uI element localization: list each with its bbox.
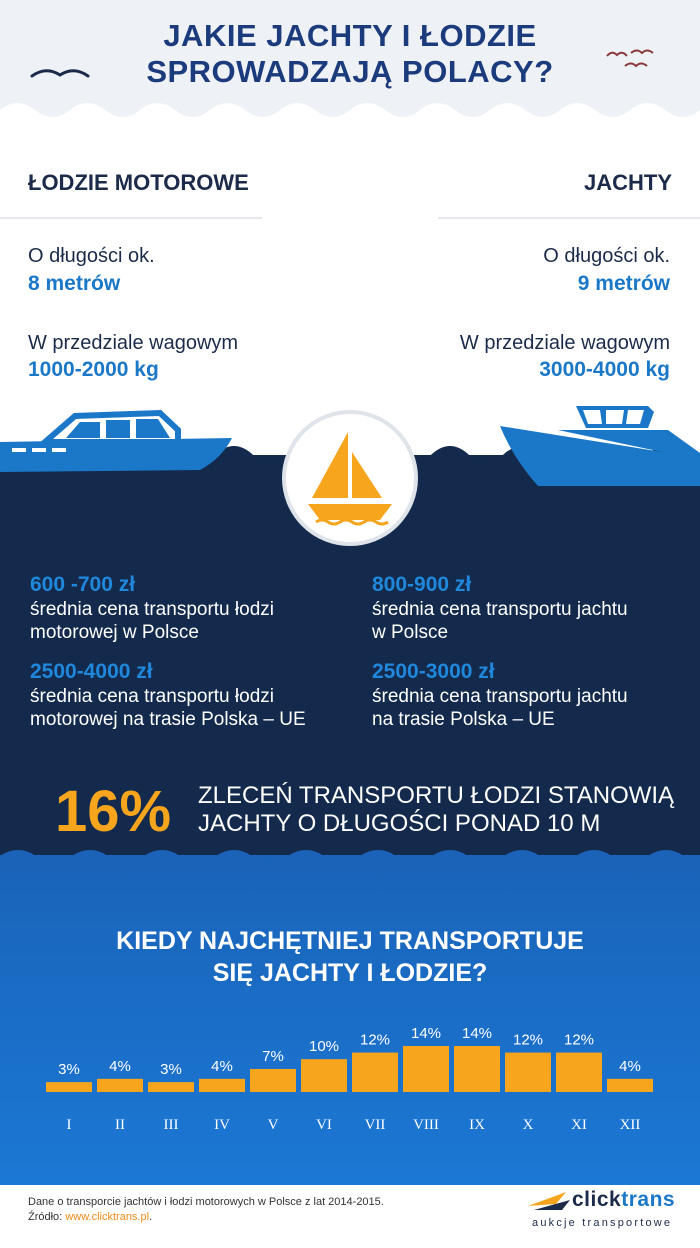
yachts-weight-label: W przedziale wagowym xyxy=(459,332,670,354)
sailboat-icon xyxy=(306,430,396,530)
bar-VI xyxy=(301,1059,347,1092)
bar-value-label: 14% xyxy=(461,1025,493,1042)
bar-X xyxy=(505,1053,551,1092)
motorboats-price-domestic-desc xyxy=(30,598,274,644)
divider xyxy=(438,217,700,219)
page-title xyxy=(0,18,700,90)
x-tick-label: VIII xyxy=(413,1117,439,1133)
x-tick-label: X xyxy=(522,1117,534,1133)
bar-I xyxy=(46,1082,92,1092)
divider xyxy=(0,217,262,219)
bar-XI xyxy=(556,1053,602,1092)
desc-line: motorowej w Polsce xyxy=(30,622,199,643)
yachts-price-eu: 2500-3000 zł xyxy=(372,660,495,683)
desc-line: średnia cena transportu jachtu xyxy=(372,599,628,620)
logo-tagline: aukcje transportowe xyxy=(532,1217,673,1229)
x-tick-label: V xyxy=(267,1117,279,1133)
yachts-length-value: 9 metrów xyxy=(577,272,670,295)
x-tick-label: I xyxy=(66,1117,72,1133)
motorboats-weight-label: W przedziale wagowym xyxy=(28,332,239,354)
bar-V xyxy=(250,1069,296,1092)
bar-value-label: 4% xyxy=(109,1057,131,1075)
chart-wave xyxy=(0,842,700,872)
bar-value-label: 3% xyxy=(58,1061,80,1079)
bar-III xyxy=(148,1082,194,1092)
stat-text-line: ZLECEŃ TRANSPORTU ŁODZI STANOWIĄ xyxy=(198,782,675,809)
motorboats-weight-value: 1000-2000 kg xyxy=(28,358,159,381)
bar-IX xyxy=(454,1046,500,1092)
x-tick-label: IV xyxy=(214,1117,230,1133)
bar-value-label: 4% xyxy=(619,1057,641,1075)
chart-title-line: SIĘ JACHTY I ŁODZIE? xyxy=(212,959,488,987)
motorboats-length-label: O długości ok. xyxy=(28,245,155,267)
chart-title-line: KIEDY NAJCHĘTNIEJ TRANSPORTUJE xyxy=(116,927,584,955)
logo-trans: trans xyxy=(621,1188,676,1211)
source-link[interactable]: www.clicktrans.pl xyxy=(65,1211,150,1223)
header-wave xyxy=(0,88,700,128)
bar-value-label: 14% xyxy=(410,1025,442,1042)
desc-line: motorowej na trasie Polska – UE xyxy=(30,709,306,730)
bar-VII xyxy=(352,1053,398,1092)
desc-line: średnia cena transportu jachtu xyxy=(372,686,628,707)
yachts-price-eu-desc xyxy=(372,685,628,731)
motorboat-icon xyxy=(0,400,235,478)
x-tick-label: XI xyxy=(571,1117,587,1133)
title-line-2: SPROWADZAJĄ POLACY? xyxy=(146,54,554,89)
title-line-1: JAKIE JACHTY I ŁODZIE xyxy=(163,18,537,53)
desc-line: średnia cena transportu łodzi xyxy=(30,599,274,620)
bar-value-label: 12% xyxy=(512,1031,544,1049)
monthly-bar-chart xyxy=(0,1010,700,1170)
source-line xyxy=(28,1211,152,1223)
source-prefix: Źródło: xyxy=(28,1211,63,1223)
yachts-length-label: O długości ok. xyxy=(543,245,670,267)
bar-value-label: 12% xyxy=(563,1031,595,1049)
source-note: Dane o transporcie jachtów i łodzi motorowych w Polsce z lat 2014-2015. xyxy=(28,1196,384,1208)
x-tick-label: IX xyxy=(469,1117,485,1133)
logo-click: click xyxy=(572,1188,622,1211)
desc-line: w Polsce xyxy=(372,622,449,643)
desc-line: średnia cena transportu łodzi xyxy=(30,686,274,707)
bar-VIII xyxy=(403,1046,449,1092)
motorboats-price-eu: 2500-4000 zł xyxy=(30,660,153,683)
stat-percent: 16% xyxy=(55,779,172,844)
motorboats-price-eu-desc xyxy=(30,685,306,731)
stat-text xyxy=(198,782,674,838)
desc-line: na trasie Polska – UE xyxy=(372,709,555,730)
x-tick-label: II xyxy=(115,1117,125,1133)
x-tick-label: XII xyxy=(619,1117,641,1133)
source-suffix: . xyxy=(149,1211,153,1223)
bar-XII xyxy=(607,1079,653,1092)
bar-value-label: 3% xyxy=(160,1061,182,1079)
x-tick-label: VII xyxy=(364,1117,386,1133)
bar-value-label: 12% xyxy=(359,1031,391,1049)
yachts-heading: JACHTY xyxy=(583,170,672,195)
yachts-price-domestic-desc xyxy=(372,598,628,644)
yachts-weight-value: 3000-4000 kg xyxy=(539,358,670,381)
x-tick-label: III xyxy=(163,1117,179,1133)
yachts-price-domestic: 800-900 zł xyxy=(372,573,472,596)
bar-II xyxy=(97,1079,143,1092)
motorboats-heading: ŁODZIE MOTOROWE xyxy=(28,170,249,195)
yacht-icon xyxy=(498,398,700,488)
bar-value-label: 4% xyxy=(211,1057,233,1075)
stat-text-line: JACHTY O DŁUGOŚCI PONAD 10 M xyxy=(198,810,601,837)
motorboats-price-domestic: 600 -700 zł xyxy=(30,573,136,596)
motorboats-length-value: 8 metrów xyxy=(28,272,121,295)
clicktrans-logo-icon xyxy=(526,1190,572,1214)
logo-wordmark xyxy=(572,1188,675,1212)
chart-title xyxy=(0,925,700,989)
bar-value-label: 7% xyxy=(262,1048,284,1065)
bar-value-label: 10% xyxy=(308,1038,340,1056)
x-tick-label: VI xyxy=(316,1117,332,1133)
bar-IV xyxy=(199,1079,245,1092)
